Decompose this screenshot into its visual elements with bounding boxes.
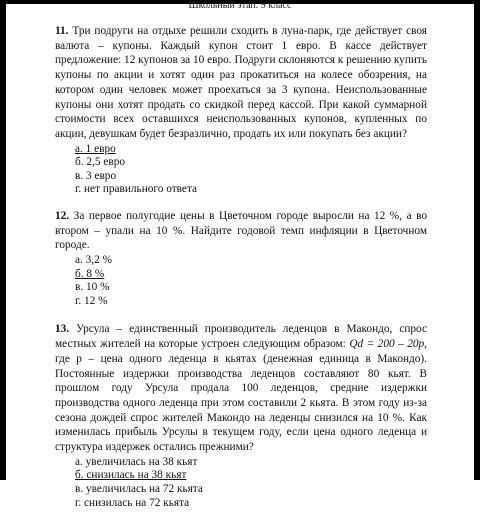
answer-option[interactable] (75, 295, 427, 309)
option-label: а. 1 евро (75, 142, 116, 155)
document-body (55, 24, 427, 520)
answer-option[interactable] (75, 268, 427, 282)
answer-option[interactable] (75, 143, 427, 157)
option-label: в. 10 % (75, 281, 110, 294)
option-label: в. 3 евро (75, 169, 117, 182)
answer-option[interactable] (75, 156, 427, 170)
option-label: г. нет правильного ответа (75, 183, 198, 196)
question-12 (55, 209, 427, 308)
option-label: а. увеличилась на 38 кьят (75, 455, 198, 468)
page-header: Школьный этап. 9 класс (188, 0, 292, 11)
answer-option[interactable] (75, 497, 427, 511)
answer-options (75, 456, 427, 510)
option-label: а. 3,2 % (75, 254, 113, 267)
option-label: б. 2,5 евро (75, 156, 125, 169)
option-label: г. 12 % (75, 294, 108, 307)
question-body-start: Урсула – единственный производитель леденцов в Макондо, спрос местных жителей на которые устроен следующим образом: (55, 323, 427, 351)
question-text (55, 322, 427, 454)
page-left-edge (0, 0, 6, 480)
answer-option[interactable] (75, 281, 427, 295)
answer-option[interactable] (75, 254, 427, 268)
page-right-edge (474, 0, 480, 480)
question-number: 13. (55, 323, 70, 336)
question-body: Три подруги на отдыхе решили сходить в луна-парк, где действует своя валюта – купоны. Каждый купон стоит 1 евро. В кассе действует предложение: 12 купонов за 10 евро. Подруги склоняются к решению купить купоны по акции и хотят один раз прокатиться на колесе обозрения, на котором один человек может проехаться за 3 купона. Неиспользованные купоны они хотят продать со скидкой перед кассой. При какой суммарной стоимости всех оставшихся неиспользованных купонов, купленных по акции, девушкам будет безразлично, продать их или покупать без акции? (55, 25, 427, 140)
question-11 (55, 24, 427, 197)
answer-option[interactable] (75, 183, 427, 197)
option-label: б. 8 % (75, 267, 105, 280)
answer-option[interactable] (75, 469, 427, 483)
option-label: г. снизилась на 72 кьята (75, 496, 190, 509)
question-13 (55, 322, 427, 510)
option-label: б. снизилась на 38 кьят (75, 469, 187, 482)
answer-options (75, 143, 427, 197)
question-body-end: , где p – цена одного леденца в кьятах (денежная единица в Макондо). Постоянные издержки производства леденцов составляют 80 кьят. В прошлом году Урсула продала 100 леденцов, средние издержки производства одного леденца при этом составили 2 кьята. В этом году из-за сезона дождей спрос жителей Макондо на леденцы снизился на 10 %. Как изменилась прибыль Урсулы в текущем году, если цена одного леденца и структура издержек остались прежними? (55, 338, 427, 454)
question-number: 12. (55, 210, 70, 222)
question-text (55, 209, 427, 253)
question-body: За первое полугодие цены в Цветочном городе выросли на 12 %, а во втором – упали на 10 %. Найдите годовой темп инфляции в Цветочном городе. (55, 210, 428, 252)
question-text (55, 24, 427, 142)
answer-option[interactable] (75, 170, 427, 184)
answer-option[interactable] (75, 456, 427, 470)
option-label: в. увеличилась на 72 кьята (75, 483, 203, 495)
demand-formula: Qd = 200 – 20p (349, 338, 425, 351)
answer-options (75, 254, 427, 308)
question-number: 11. (55, 25, 69, 37)
answer-option[interactable] (75, 483, 427, 497)
